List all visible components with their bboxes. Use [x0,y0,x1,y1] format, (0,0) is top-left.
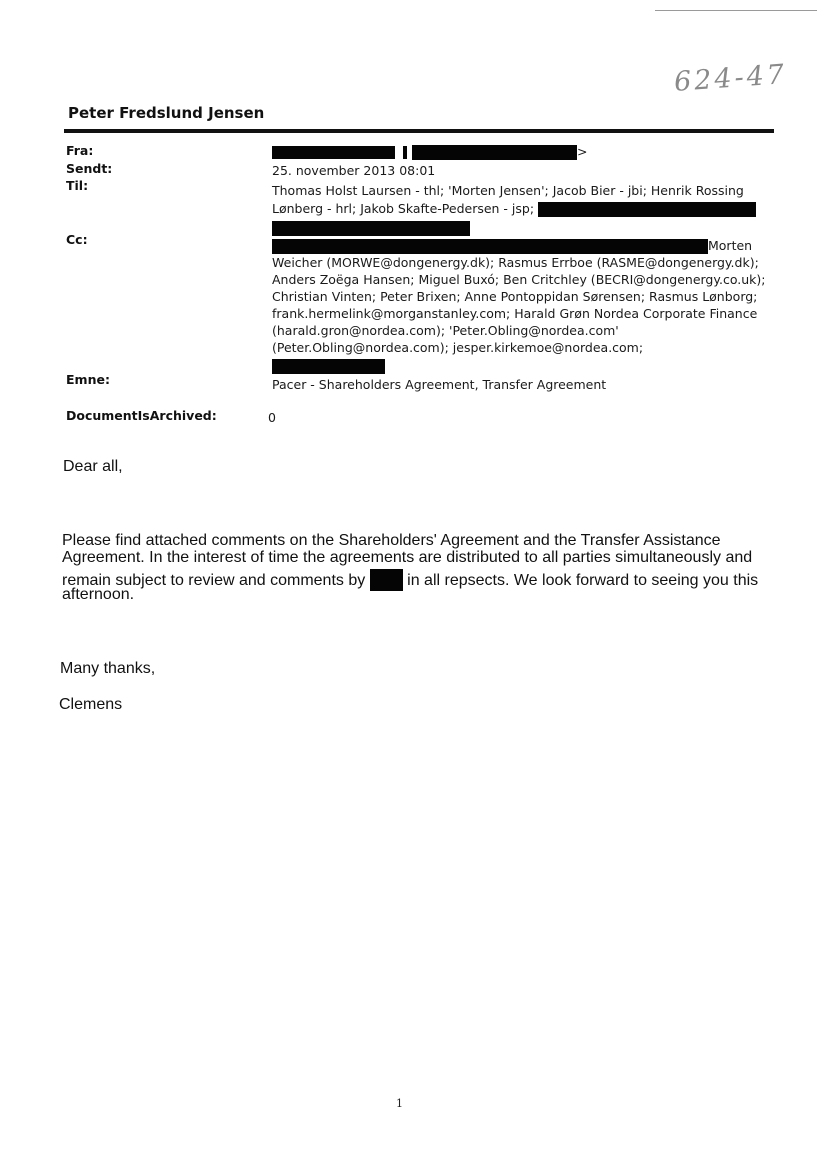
to-line-3 [272,219,470,237]
cc-line-1-suffix: Morten [708,238,753,253]
to-line-1: Thomas Holst Laursen - thl; 'Morten Jensen'; Jacob Bier - jbi; Henrik Rossing [272,183,744,198]
sender-name: Peter Fredslund Jensen [68,104,265,122]
subject-value: Pacer - Shareholders Agreement, Transfer Agreement [272,377,607,392]
redaction-block [272,359,385,374]
to-label: Til: [66,178,89,193]
signature: Clemens [59,696,123,713]
cc-line-5: frank.hermelink@morganstanley.com; Harald Grøn Nordea Corporate Finance [272,306,758,321]
redaction-block [403,146,407,159]
redaction-block [538,202,756,217]
cc-line-8 [272,357,385,375]
sent-label: Sendt: [66,161,113,176]
from-suffix: > [576,144,588,159]
redaction-block [412,145,577,160]
body-line-1: Please find attached comments on the Shareholders' Agreement and the Transfer Assistance [62,532,721,549]
redaction-block [272,221,470,236]
from-label: Fra: [66,143,94,158]
to-line-2-text: Lønberg - hrl; Jakob Skafte-Pedersen - jsp; [272,201,535,216]
redaction-block [370,569,403,591]
body-line-3-start: remain subject to review and comments by [62,572,366,589]
page-number: 1 [396,1097,403,1110]
from-value [272,143,587,161]
cc-line-4: Christian Vinten; Peter Brixen; Anne Pontoppidan Sørensen; Rasmus Lønborg; [272,289,758,304]
cc-label: Cc: [66,232,88,247]
body-line-4: afternoon. [62,586,135,603]
cc-line-7: (Peter.Obling@nordea.com); jesper.kirkemoe@nordea.com; [272,340,644,355]
closing: Many thanks, [60,660,156,677]
redaction-block [272,146,395,159]
body-line-3-end: in all repsects. We look forward to seeing you this [407,572,759,589]
cc-line-1 [272,237,752,255]
cc-line-3: Anders Zoëga Hansen; Miguel Buxó; Ben Critchley (BECRI@dongenergy.co.uk); [272,272,766,287]
sent-value: 25. november 2013 08:01 [272,163,436,178]
redaction-block [272,239,708,254]
body-line-2: Agreement. In the interest of time the agreements are distributed to all parties simultaneously and [62,549,753,566]
cc-line-6: (harald.gron@nordea.com); 'Peter.Obling@nordea.com' [272,323,619,338]
archived-value: 0 [268,410,276,425]
body-line-3 [62,569,758,591]
scan-artifact-line [655,10,817,11]
cc-line-2: Weicher (MORWE@dongenergy.dk); Rasmus Errboe (RASME@dongenergy.dk); [272,255,759,270]
archived-label: DocumentIsArchived: [66,408,217,423]
greeting: Dear all, [63,458,123,475]
header-divider [64,129,774,133]
subject-label: Emne: [66,372,110,387]
handwritten-annotation: 624-47 [673,59,788,98]
to-line-2 [272,200,756,218]
